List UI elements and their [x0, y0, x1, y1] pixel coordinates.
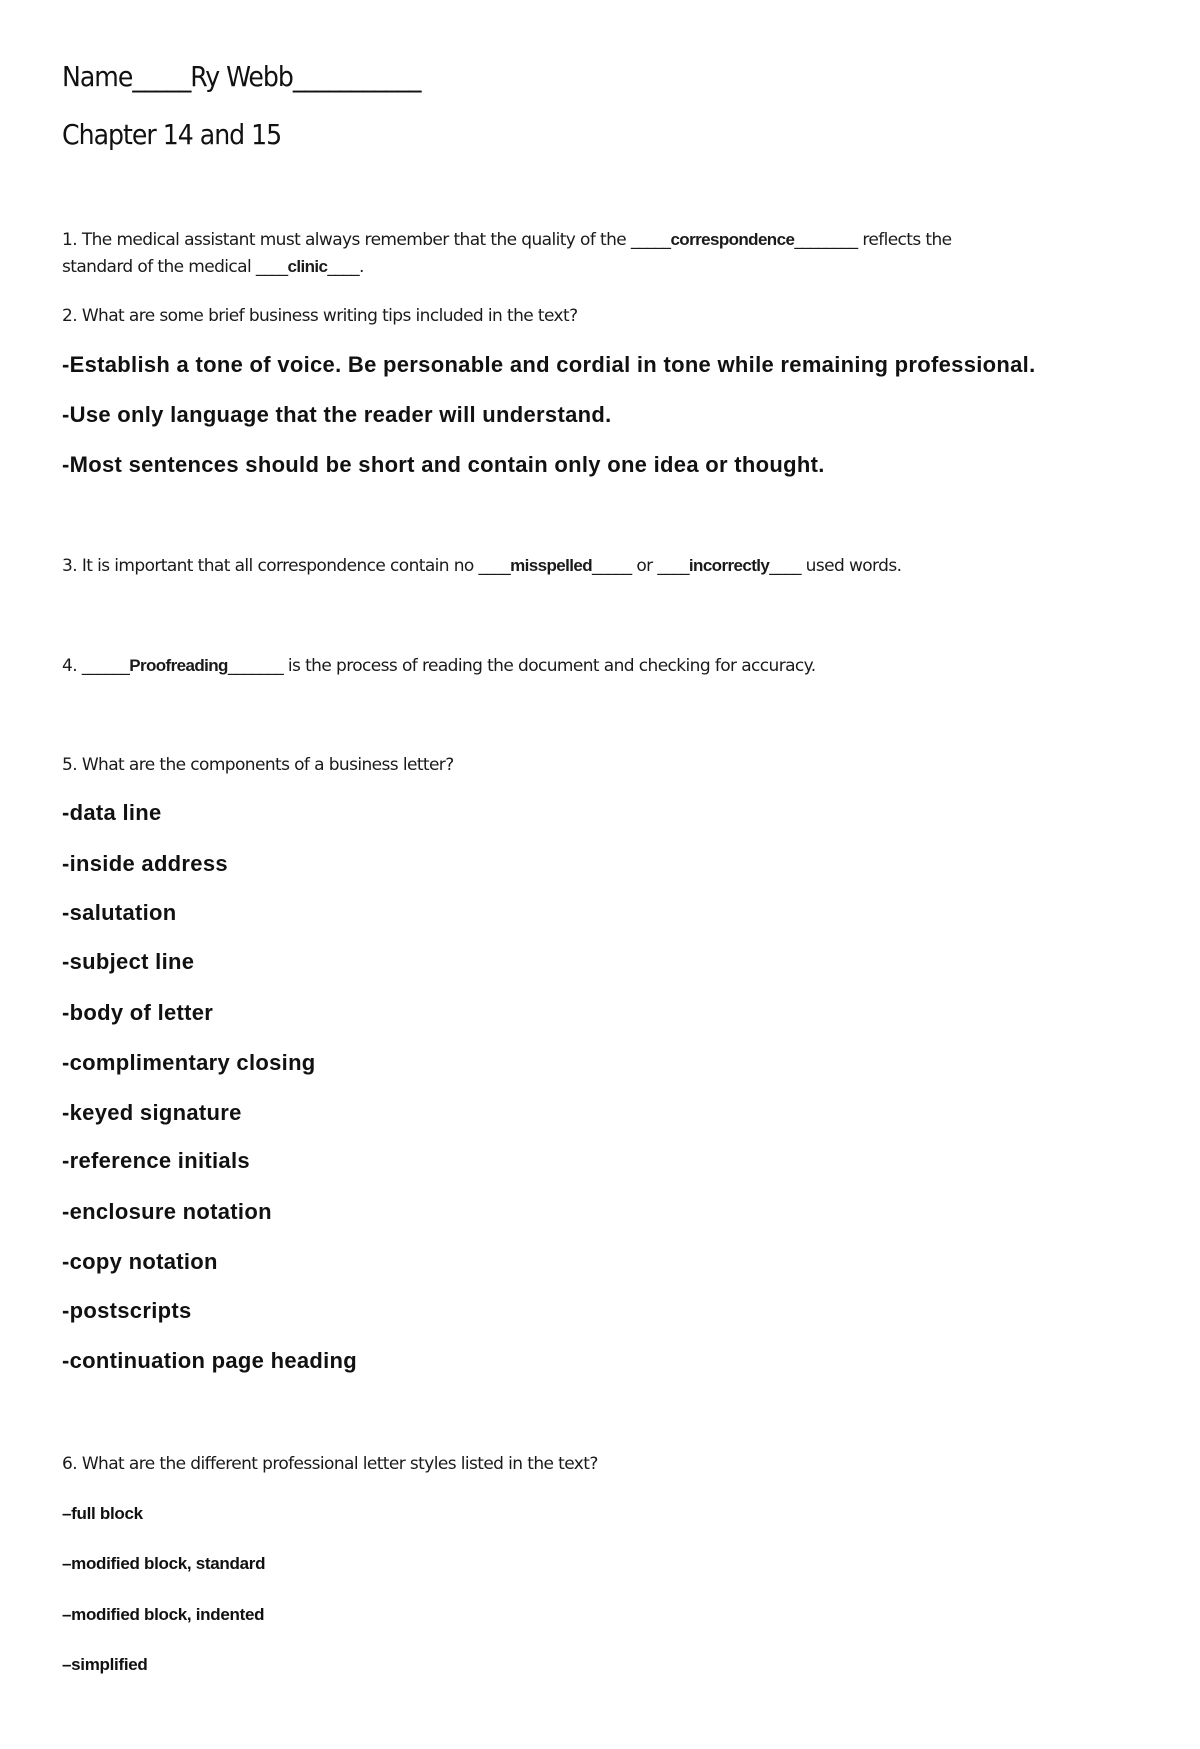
q6-style: –full block	[62, 1504, 143, 1523]
q1-answer-clinic: clinic	[287, 257, 328, 276]
name-label: Name_____	[62, 60, 191, 93]
q5-component: -complimentary closing	[62, 1050, 316, 1075]
name-underline: ___________	[292, 60, 421, 93]
q5-component: -body of letter	[62, 1000, 214, 1025]
q5-component: -postscripts	[62, 1298, 192, 1323]
q5-component: -subject line	[62, 949, 195, 974]
name-line	[62, 60, 420, 93]
q4-text-part1: 4. ______	[62, 656, 130, 676]
q3-text-part2: _____ or ____	[592, 556, 689, 576]
q1-text-part4: ____.	[327, 257, 364, 277]
q5-component: -reference initials	[62, 1148, 250, 1173]
q6-style: –modified block, indented	[62, 1605, 265, 1624]
student-name: Ry Webb	[190, 60, 293, 93]
chapter-title: Chapter 14 and 15	[62, 118, 282, 151]
q2-tip: -Establish a tone of voice. Be personable and cordial in tone while remaining professional.	[62, 352, 1036, 377]
q4-text-part2: _______ is the process of reading the document and checking for accuracy.	[227, 656, 816, 676]
q4-line	[62, 656, 816, 676]
q6-style: –simplified	[62, 1655, 148, 1674]
q2-tip: -Use only language that the reader will understand.	[62, 402, 612, 427]
q5-component: -salutation	[62, 900, 177, 925]
q4-answer-proofreading: Proofreading	[129, 656, 228, 675]
q3-text-part3: ____ used words.	[769, 556, 902, 576]
q6-style: –modified block, standard	[62, 1554, 266, 1573]
q2-question: 2. What are some brief business writing tips included in the text?	[62, 306, 578, 326]
q1-text-part3: standard of the medical ____	[62, 257, 288, 277]
q2-tip: -Most sentences should be short and contain only one idea or thought.	[62, 452, 825, 477]
q6-question: 6. What are the different professional letter styles listed in the text?	[62, 1454, 598, 1474]
q5-component: -enclosure notation	[62, 1199, 272, 1224]
q5-component: -continuation page heading	[62, 1348, 358, 1373]
q5-component: -data line	[62, 800, 162, 825]
q3-line	[62, 556, 901, 576]
q1-text-part2: ________ reflects the	[794, 230, 952, 250]
q1-line1	[62, 230, 952, 250]
q5-question: 5. What are the components of a business letter?	[62, 755, 454, 775]
q1-line2	[62, 257, 364, 277]
q3-answer-misspelled: misspelled	[510, 556, 593, 575]
q3-answer-incorrectly: incorrectly	[688, 556, 770, 575]
q5-component: -keyed signature	[62, 1100, 242, 1125]
q5-component: -copy notation	[62, 1249, 218, 1274]
q1-text-part1: 1. The medical assistant must always remember that the quality of the _____	[62, 230, 671, 250]
q5-component: -inside address	[62, 851, 228, 876]
q1-answer-correspondence: correspondence	[670, 230, 795, 249]
q3-text-part1: 3. It is important that all correspondence contain no ____	[62, 556, 511, 576]
